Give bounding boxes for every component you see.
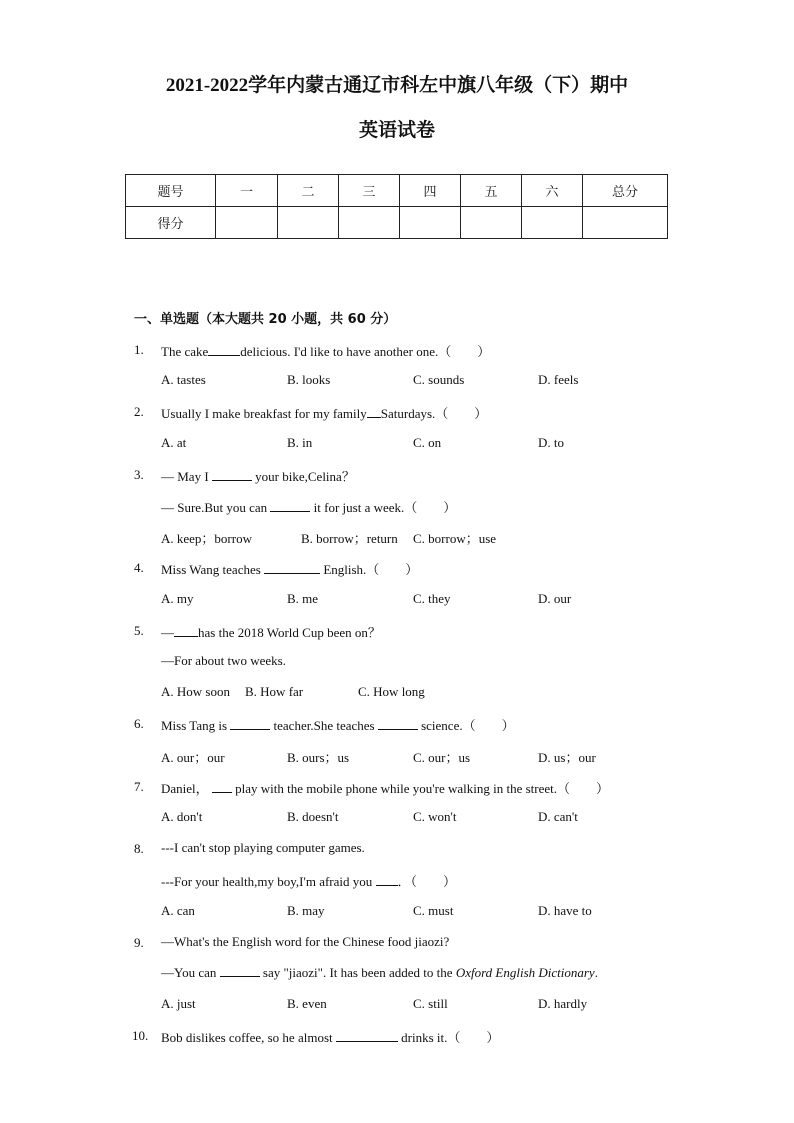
score-table-header-row: [126, 175, 668, 207]
stem-text: delicious. I'd like to have another one.（ ）: [240, 344, 491, 359]
option-c[interactable]: C. must: [413, 903, 454, 918]
score-input[interactable]: [278, 207, 339, 239]
stem-text: say "jiaozi". It has been added to the: [259, 965, 456, 980]
question-5-line2: —For about two weeks.: [161, 653, 286, 668]
answer-blank[interactable]: [230, 718, 270, 730]
option-c[interactable]: C. borrow；use: [413, 531, 497, 546]
stem-text: it for just a week.（ ）: [310, 500, 457, 515]
question-4-stem: [161, 559, 418, 578]
stem-text: — May I: [161, 469, 212, 484]
score-cell-2: 二: [278, 175, 339, 207]
question-number: 5.: [134, 623, 144, 638]
option-b[interactable]: B. ours；us: [287, 750, 350, 765]
option-a[interactable]: A. don't: [161, 809, 203, 824]
option-c[interactable]: C. How long: [358, 684, 425, 699]
question-10-stem: [161, 1027, 499, 1046]
stem-text: teacher.She teaches: [270, 718, 378, 733]
stem-text: — Sure.But you can: [161, 500, 271, 515]
option-d[interactable]: D. can't: [538, 809, 578, 824]
answer-blank[interactable]: [220, 965, 260, 977]
score-cell-5: 五: [461, 175, 522, 207]
question-3-line2: [161, 497, 456, 516]
stem-text: Bob dislikes coffee, so he almost: [161, 1030, 336, 1045]
score-input[interactable]: [216, 207, 278, 239]
option-a[interactable]: A. can: [161, 903, 195, 918]
question-9-line1: —What's the English word for the Chinese food jiaozi?: [161, 934, 450, 949]
stem-text: play with the mobile phone while you're walking in the street.（ ）: [231, 781, 610, 796]
option-b[interactable]: B. doesn't: [287, 809, 339, 824]
stem-text: .: [594, 965, 598, 980]
score-row-label: 得分: [126, 207, 216, 239]
option-d[interactable]: D. our: [538, 591, 572, 606]
answer-blank[interactable]: [264, 562, 320, 574]
stem-text: drinks it.（ ）: [397, 1030, 500, 1045]
option-a[interactable]: A. keep；borrow: [161, 531, 252, 546]
score-input[interactable]: [583, 207, 668, 239]
dictionary-title: Oxford English Dictionary: [455, 965, 595, 980]
answer-blank[interactable]: [367, 406, 381, 418]
option-a[interactable]: A. just: [161, 996, 196, 1011]
answer-blank[interactable]: [378, 718, 418, 730]
section-heading: 一、单选题（本大题共 20 小题，共 60 分）: [134, 312, 397, 327]
stem-text: ---For your health,my boy,I'm afraid you: [161, 874, 376, 889]
exam-title-line1: 2021-2022学年内蒙古通辽市科左中旗八年级（下）期中: [165, 75, 629, 96]
option-c[interactable]: C. they: [413, 591, 451, 606]
option-d[interactable]: D. feels: [538, 372, 579, 387]
option-b[interactable]: B. in: [287, 435, 313, 450]
stem-text: —: [161, 625, 174, 640]
answer-blank[interactable]: [270, 500, 310, 512]
stem-text: Daniel，: [161, 781, 212, 796]
answer-blank[interactable]: [336, 1030, 398, 1042]
option-a[interactable]: A. at: [161, 435, 187, 450]
answer-blank[interactable]: [212, 781, 232, 793]
stem-text: your bike,Celina？: [251, 469, 355, 484]
option-d[interactable]: D. have to: [538, 903, 592, 918]
score-cell-3: 三: [339, 175, 400, 207]
question-number: 4.: [134, 560, 144, 575]
score-cell-6: 六: [522, 175, 583, 207]
question-number: 1.: [134, 342, 144, 357]
question-9-line2: [161, 965, 598, 981]
question-2-stem: [161, 403, 487, 422]
option-a[interactable]: A. our；our: [161, 750, 225, 765]
option-b[interactable]: B. looks: [287, 372, 331, 387]
score-input[interactable]: [522, 207, 583, 239]
answer-blank[interactable]: [174, 625, 198, 637]
question-8-line2: [161, 871, 456, 890]
option-c[interactable]: C. won't: [413, 809, 457, 824]
option-a[interactable]: A. How soon: [161, 684, 230, 699]
option-c[interactable]: C. still: [413, 996, 448, 1011]
stem-text: Usually I make breakfast for my family: [161, 406, 367, 421]
stem-text: Saturdays.（ ）: [380, 406, 488, 421]
score-input[interactable]: [461, 207, 522, 239]
score-cell-total: 总分: [583, 175, 668, 207]
question-5-line1: [161, 622, 381, 641]
question-number: 10.: [132, 1028, 149, 1043]
question-number: 3.: [134, 467, 144, 482]
option-b[interactable]: B. me: [287, 591, 319, 606]
option-a[interactable]: A. tastes: [161, 372, 206, 387]
question-1-stem: [161, 341, 490, 360]
answer-blank[interactable]: [376, 874, 398, 886]
option-b[interactable]: B. borrow；return: [301, 531, 398, 546]
score-cell-1: 一: [216, 175, 278, 207]
stem-text: —You can: [161, 965, 220, 980]
stem-text: The cake: [161, 344, 209, 359]
score-input[interactable]: [400, 207, 461, 239]
stem-text: ．（ ）: [397, 874, 457, 889]
option-c[interactable]: C. on: [413, 435, 442, 450]
option-d[interactable]: D. us；our: [538, 750, 596, 765]
option-b[interactable]: B. even: [287, 996, 327, 1011]
question-8-line1: ---I can't stop playing computer games.: [161, 840, 365, 855]
option-b[interactable]: B. may: [287, 903, 325, 918]
score-cell-4: 四: [400, 175, 461, 207]
score-cell-label: 题号: [126, 175, 216, 207]
stem-text: Miss Tang is: [161, 718, 231, 733]
question-number: 6.: [134, 716, 144, 731]
option-c[interactable]: C. sounds: [413, 372, 465, 387]
option-c[interactable]: C. our；us: [413, 750, 471, 765]
question-number: 7.: [134, 779, 144, 794]
stem-text: science.（ ）: [417, 718, 515, 733]
score-table: [125, 174, 668, 239]
stem-text: has the 2018 World Cup been on？: [198, 625, 381, 640]
question-6-stem: [161, 715, 515, 734]
stem-text: Miss Wang teaches: [161, 562, 265, 577]
question-7-stem: [161, 778, 609, 797]
score-input[interactable]: [339, 207, 400, 239]
option-a[interactable]: A. my: [161, 591, 194, 606]
question-number: 9.: [134, 935, 144, 950]
answer-blank[interactable]: [212, 469, 252, 481]
score-table-score-row: [126, 207, 668, 239]
option-d[interactable]: D. hardly: [538, 996, 588, 1011]
answer-blank[interactable]: [208, 344, 240, 356]
exam-title-line2: 英语试卷: [358, 120, 435, 141]
question-number: 2.: [134, 404, 144, 419]
question-number: 8.: [134, 841, 144, 856]
option-b[interactable]: B. How far: [245, 684, 304, 699]
option-d[interactable]: D. to: [538, 435, 564, 450]
question-3-line1: [161, 466, 355, 485]
stem-text: English.（ ）: [320, 562, 419, 577]
